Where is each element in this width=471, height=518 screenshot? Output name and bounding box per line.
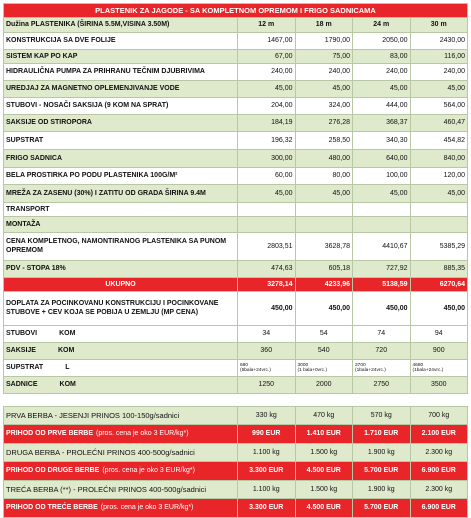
- sheet-title: PLASTENIK ZA JAGODE - SA KOMPLETNOM OPREMOM I FRIGO SADNICAMA: [4, 4, 468, 18]
- value-cell: 100,00: [353, 168, 411, 185]
- value-cell: 120,00: [410, 168, 468, 185]
- value-cell: 240,00: [410, 64, 468, 81]
- price-note: (pros. cena je oko 3 EUR/kg*): [102, 467, 195, 475]
- row-label: TRANSPORT: [4, 203, 238, 217]
- value-cell: [353, 203, 411, 217]
- value-cell: 1.900 kg: [353, 444, 411, 462]
- value-cell: 444,00: [353, 98, 411, 115]
- value-cell: 45,00: [295, 185, 353, 203]
- value-cell: 450,00: [295, 292, 353, 326]
- value-cell: 474,63: [238, 261, 296, 278]
- value-cell: 3628,78: [295, 233, 353, 261]
- value-cell: 80,00: [295, 168, 353, 185]
- value-cell: 1.500 kg: [295, 481, 353, 499]
- value-cell: [410, 217, 468, 233]
- total-price-row: [4, 233, 468, 261]
- value-cell: [410, 203, 468, 217]
- value-cell: 2.300 kg: [410, 444, 468, 462]
- value-cell: 196,32: [238, 132, 296, 150]
- price-note: (pros. cena je oko 3 EUR/kg*): [96, 430, 189, 438]
- value-cell: 75,00: [295, 50, 353, 64]
- value-cell: 3000 (1 bala+0vrc.): [295, 360, 353, 377]
- row-label: [4, 462, 238, 481]
- value-cell: 2.100 EUR: [410, 425, 468, 444]
- value-cell: 2803,51: [238, 233, 296, 261]
- value-cell: 1.710 EUR: [353, 425, 411, 444]
- value-cell: 5.700 EUR: [353, 462, 411, 481]
- value-cell: 450,00: [238, 292, 296, 326]
- value-cell: 680 (5bala+24vrc.): [238, 360, 296, 377]
- item-row: [4, 64, 468, 81]
- value-cell: 240,00: [295, 64, 353, 81]
- value-cell: 1.100 kg: [238, 444, 296, 462]
- value-cell: 540: [295, 343, 353, 360]
- value-cell: 340,30: [353, 132, 411, 150]
- value-cell: 300,00: [238, 150, 296, 168]
- value-cell: 2050,00: [353, 33, 411, 50]
- count-label: SADNICE: [6, 381, 38, 389]
- yield-row: [4, 481, 468, 499]
- price-note: (pros. cena je oko 3 EUR/kg*): [100, 504, 194, 512]
- income-row: [4, 462, 468, 481]
- row-label: TREĆA BERBA (**) - PROLEĆNI PRINOS 400-500g/sadnici: [4, 481, 238, 499]
- count-unit: KOM: [57, 347, 75, 355]
- row-label: UREDJAJ ZA MAGNETNO OPLEMENJIVANJE VODE: [4, 81, 238, 98]
- value-cell: 6.900 EUR: [410, 462, 468, 481]
- value-cell: 1790,00: [295, 33, 353, 50]
- row-label: MONTAŽA: [4, 217, 238, 233]
- value-cell: 564,00: [410, 98, 468, 115]
- value-cell: 570 kg: [353, 407, 411, 425]
- value-cell: 700 kg: [410, 407, 468, 425]
- value-cell: 4680 (1bala+24vrc.): [410, 360, 468, 377]
- item-row: [4, 50, 468, 64]
- value-cell: 324,00: [295, 98, 353, 115]
- value-cell: 1.900 kg: [353, 481, 411, 499]
- row-label: DRUGA BERBA - PROLEĆNI PRINOS 400-500g/sadnici: [4, 444, 238, 462]
- value-cell: 34: [238, 326, 296, 343]
- value-cell: 60,00: [238, 168, 296, 185]
- item-row: [4, 150, 468, 168]
- value-cell: 67,00: [238, 50, 296, 64]
- value-cell: 5138,59: [353, 278, 411, 292]
- item-row: [4, 81, 468, 98]
- value-cell: 45,00: [410, 185, 468, 203]
- value-cell: 4.500 EUR: [295, 499, 353, 518]
- value-cell: 184,19: [238, 115, 296, 132]
- count-label: SAKSIJE: [6, 347, 36, 355]
- size-18m: 18 m: [295, 18, 353, 33]
- row-label: SISTEM KAP PO KAP: [4, 50, 238, 64]
- value-cell: 4.500 EUR: [295, 462, 353, 481]
- item-row: [4, 98, 468, 115]
- value-cell: [238, 217, 296, 233]
- item-row: [4, 168, 468, 185]
- value-cell: 258,50: [295, 132, 353, 150]
- section-gap: [3, 394, 467, 406]
- row-label: MREŽA ZA ZASENU (30%) I ZATITU OD GRADA ŠIRINA 9.4M: [4, 185, 238, 203]
- count-row: [4, 377, 468, 394]
- size-24m: 24 m: [353, 18, 411, 33]
- item-row: [4, 132, 468, 150]
- value-cell: 54: [295, 326, 353, 343]
- vat-row: [4, 261, 468, 278]
- value-cell: 3500: [410, 377, 468, 394]
- income-label: PRIHOD OD TREĆE BERBE: [6, 504, 98, 512]
- value-cell: 470 kg: [295, 407, 353, 425]
- value-cell: [238, 203, 296, 217]
- value-cell: 454,82: [410, 132, 468, 150]
- item-row: [4, 203, 468, 217]
- grand-total-row: [4, 278, 468, 292]
- value-cell: 45,00: [410, 81, 468, 98]
- row-label: CENA KOMPLETNOG, NAMONTIRANOG PLASTENIKA SA PUNOM OPREMOM: [4, 233, 238, 261]
- row-label: KONSTRUKCIJA SA DVE FOLIJE: [4, 33, 238, 50]
- harvest-table: [3, 406, 468, 518]
- item-row: [4, 115, 468, 132]
- yield-row: [4, 407, 468, 425]
- value-cell: 45,00: [238, 81, 296, 98]
- value-cell: 368,37: [353, 115, 411, 132]
- value-cell: 3278,14: [238, 278, 296, 292]
- count-unit: KOM: [59, 330, 76, 338]
- price-sheet: [3, 3, 467, 518]
- value-cell: 45,00: [353, 81, 411, 98]
- value-cell: 204,00: [238, 98, 296, 115]
- row-label: STUBOVI - NOSAČI SAKSIJA (9 KOM NA SPRAT): [4, 98, 238, 115]
- item-row: [4, 185, 468, 203]
- galvanized-surcharge-row: [4, 292, 468, 326]
- item-row: [4, 33, 468, 50]
- value-cell: 45,00: [353, 185, 411, 203]
- value-cell: 3700 (1bala+24vrc.): [353, 360, 411, 377]
- row-label: BELA PROSTIRKA PO PODU PLASTENIKA 100G/M²: [4, 168, 238, 185]
- value-cell: 727,92: [353, 261, 411, 278]
- row-label: [4, 425, 238, 444]
- value-cell: 45,00: [295, 81, 353, 98]
- value-cell: 2430,00: [410, 33, 468, 50]
- value-cell: [295, 203, 353, 217]
- size-12m: 12 m: [238, 18, 296, 33]
- value-cell: 6.900 EUR: [410, 499, 468, 518]
- count-row: [4, 360, 468, 377]
- value-cell: 2000: [295, 377, 353, 394]
- value-cell: 74: [353, 326, 411, 343]
- count-unit: KOM: [59, 381, 76, 389]
- value-cell: 94: [410, 326, 468, 343]
- value-cell: 2.300 kg: [410, 481, 468, 499]
- income-row: [4, 425, 468, 444]
- value-cell: [353, 217, 411, 233]
- value-cell: 840,00: [410, 150, 468, 168]
- value-cell: 240,00: [238, 64, 296, 81]
- row-label: UKUPNO: [4, 278, 238, 292]
- value-cell: 450,00: [410, 292, 468, 326]
- value-cell: 116,00: [410, 50, 468, 64]
- row-label: DOPLATA ZA POCINKOVANU KONSTRUKCIJU I POCINKOVANE STUBOVE + CEV KOJA SE POBIJA U ZEMLJU (MP CENA): [4, 292, 238, 326]
- value-cell: [295, 217, 353, 233]
- value-cell: 5385,29: [410, 233, 468, 261]
- value-cell: 1.500 kg: [295, 444, 353, 462]
- value-cell: 83,00: [353, 50, 411, 64]
- row-label: PRVA BERBA - JESENJI PRINOS 100-150g/sadnici: [4, 407, 238, 425]
- count-unit: L: [65, 364, 70, 372]
- income-label: PRIHOD OD DRUGE BERBE: [6, 467, 100, 475]
- row-label: [4, 343, 238, 360]
- value-cell: 276,28: [295, 115, 353, 132]
- value-cell: 480,00: [295, 150, 353, 168]
- value-cell: 720: [353, 343, 411, 360]
- value-cell: 885,35: [410, 261, 468, 278]
- yield-row: [4, 444, 468, 462]
- price-table: [3, 3, 468, 394]
- row-label: PDV - STOPA 18%: [4, 261, 238, 278]
- value-cell: 360: [238, 343, 296, 360]
- value-cell: 460,47: [410, 115, 468, 132]
- row-label: SAKSIJE OD STIROPORA: [4, 115, 238, 132]
- row-label: [4, 326, 238, 343]
- row-label: HIDRAULIČNA PUMPA ZA PRIHRANU TEČNIM DJUBRIVIMA: [4, 64, 238, 81]
- value-cell: 990 EUR: [238, 425, 296, 444]
- count-row: [4, 326, 468, 343]
- value-cell: 1467,00: [238, 33, 296, 50]
- value-cell: 4410,67: [353, 233, 411, 261]
- row-label: [4, 377, 238, 394]
- length-label: Dužina PLASTENIKA (ŠIRINA 5.5M,VISINA 3.50M): [4, 18, 238, 33]
- row-label: [4, 360, 238, 377]
- value-cell: 330 kg: [238, 407, 296, 425]
- value-cell: 640,00: [353, 150, 411, 168]
- value-cell: 45,00: [238, 185, 296, 203]
- value-cell: 5.700 EUR: [353, 499, 411, 518]
- count-row: [4, 343, 468, 360]
- value-cell: 1.410 EUR: [295, 425, 353, 444]
- row-label: FRIGO SADNICA: [4, 150, 238, 168]
- value-cell: 605,18: [295, 261, 353, 278]
- value-cell: 450,00: [353, 292, 411, 326]
- count-label: STUBOVI: [6, 330, 38, 338]
- size-30m: 30 m: [410, 18, 468, 33]
- count-label: SUPSTRAT: [6, 364, 44, 372]
- value-cell: 4233,96: [295, 278, 353, 292]
- value-cell: 1250: [238, 377, 296, 394]
- value-cell: 3.300 EUR: [238, 499, 296, 518]
- value-cell: 240,00: [353, 64, 411, 81]
- row-label: SUPSTRAT: [4, 132, 238, 150]
- value-cell: 3.300 EUR: [238, 462, 296, 481]
- income-label: PRIHOD OD PRVE BERBE: [6, 430, 93, 438]
- value-cell: 900: [410, 343, 468, 360]
- item-row: [4, 217, 468, 233]
- value-cell: 6270,64: [410, 278, 468, 292]
- value-cell: 2750: [353, 377, 411, 394]
- value-cell: 1.100 kg: [238, 481, 296, 499]
